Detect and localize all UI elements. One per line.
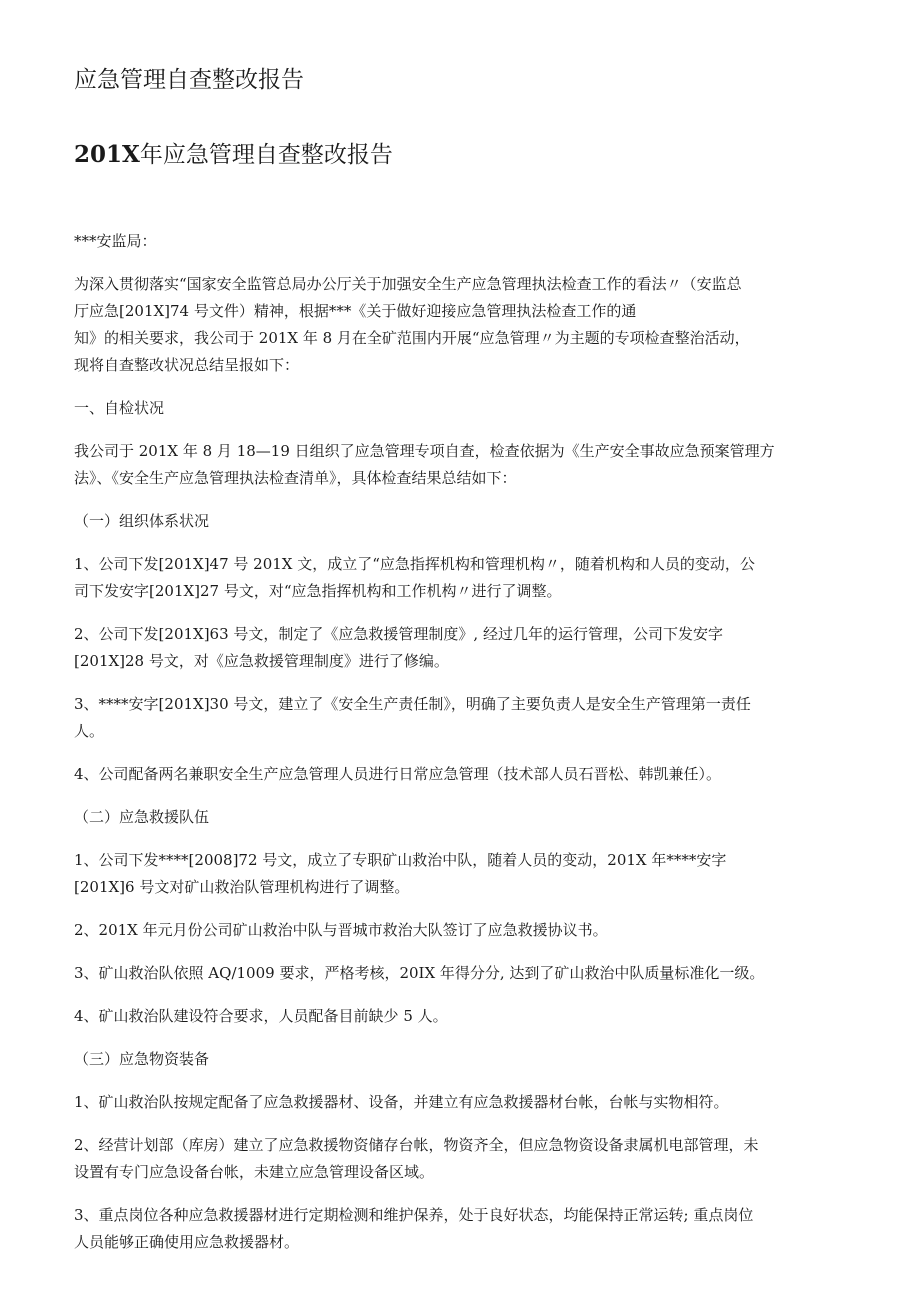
text-line: 4、公司配备两名兼职安全生产应急管理人员进行日常应急管理（技术部人员石晋松、韩凯兼任）。 [74, 765, 722, 783]
list-item [74, 551, 864, 605]
text-line: 3、****安字[201X]30 号文，建立了《安全生产责任制》，明确了主要负责人是安全生产管理第一责任 [74, 695, 751, 713]
text-line: 3、矿山救治队依照 AQ/1009 要求，严格考核，20IX 年得分分, 达到了矿山救治中队质量标准化一级。 [74, 964, 765, 982]
list-item [74, 621, 864, 675]
text-line: 法》、《安全生产应急管理执法检查清单》，具体检查结果总结如下： [74, 469, 517, 487]
section1-paragraph [74, 438, 864, 492]
text-line: 2、公司下发[201X]63 号文，制定了《应急救援管理制度》, 经过几年的运行管理，公司下发安字 [74, 625, 723, 643]
text-line: 1、公司下发****[2008]72 号文，成立了专职矿山救治中队，随着人员的变动，201X 年****安字 [74, 851, 727, 869]
section-heading-1: 一、自检状况 [74, 399, 165, 417]
list-item [74, 847, 864, 901]
list-item [74, 1202, 864, 1256]
subtitle-text: 年应急管理自查整改报告 [139, 142, 393, 168]
text-line: 2、201X 年元月份公司矿山救治中队与晋城市救治大队签订了应急救援协议书。 [74, 921, 608, 939]
list-item [74, 960, 864, 987]
subsection-heading-1: （一）组织体系状况 [74, 512, 210, 530]
recipient-line: ***安监局： [74, 232, 157, 250]
subtitle-year: 201X [74, 141, 140, 168]
text-line: 1、矿山救治队按规定配备了应急救援器材、设备，并建立有应急救援器材台帐，台帐与实物相符。 [74, 1093, 729, 1111]
list-item [74, 761, 864, 788]
text-line: 4、矿山救治队建设符合要求，人员配备目前缺少 5 人。 [74, 1007, 448, 1025]
text-line: 为深入贯彻落实“国家安全监管总局办公厅关于加强安全生产应急管理执法检查工作的看法〃（安监总 [74, 275, 742, 293]
text-line: 知》的相关要求，我公司于 201X 年 8 月在全矿范围内开展“应急管理〃为主题的专项检查整治活动， [74, 329, 750, 347]
subsection-heading-3: （三）应急物资装备 [74, 1050, 210, 1068]
text-line: 厅应急[201X]74 号文件）精神，根据***《关于做好迎接应急管理执法检查工作的通 [74, 302, 637, 320]
list-item [74, 917, 864, 944]
document-body [74, 228, 864, 1272]
list-item [74, 691, 864, 745]
document-subtitle [74, 139, 393, 171]
text-line: [201X]6 号文对矿山救治队管理机构进行了调整。 [74, 878, 410, 896]
text-line: 人员能够正确使用应急救援器材。 [74, 1233, 300, 1251]
text-line: 现将自查整改状况总结呈报如下： [74, 356, 300, 374]
text-line: 1、公司下发[201X]47 号 201X 文，成立了“应急指挥机构和管理机构〃，随着机构和人员的变动，公 [74, 555, 755, 573]
document-title: 应急管理自查整改报告 [74, 67, 304, 93]
text-line: [201X]28 号文，对《应急救援管理制度》进行了修编。 [74, 652, 449, 670]
subsection-heading-2: （二）应急救援队伍 [74, 808, 210, 826]
text-line: 2、经营计划部（库房）建立了应急救援物资储存台帐，物资齐全，但应急物资设备隶属机电部管理，未 [74, 1136, 759, 1154]
text-line: 我公司于 201X 年 8 月 18—19 日组织了应急管理专项自查，检查依据为《生产安全事故应急预案管理方 [74, 442, 775, 460]
text-line: 司下发安字[201X]27 号文，对“应急指挥机构和工作机构〃进行了调整。 [74, 582, 562, 600]
list-item [74, 1089, 864, 1116]
text-line: 设置有专门应急设备台帐，未建立应急管理设备区域。 [74, 1163, 435, 1181]
text-line: 人。 [74, 722, 105, 740]
intro-paragraph [74, 271, 864, 379]
list-item [74, 1132, 864, 1186]
text-line: 3、重点岗位各种应急救援器材进行定期检测和维护保养，处于良好状态，均能保持正常运转; 重点岗位 [74, 1206, 754, 1224]
list-item [74, 1003, 864, 1030]
